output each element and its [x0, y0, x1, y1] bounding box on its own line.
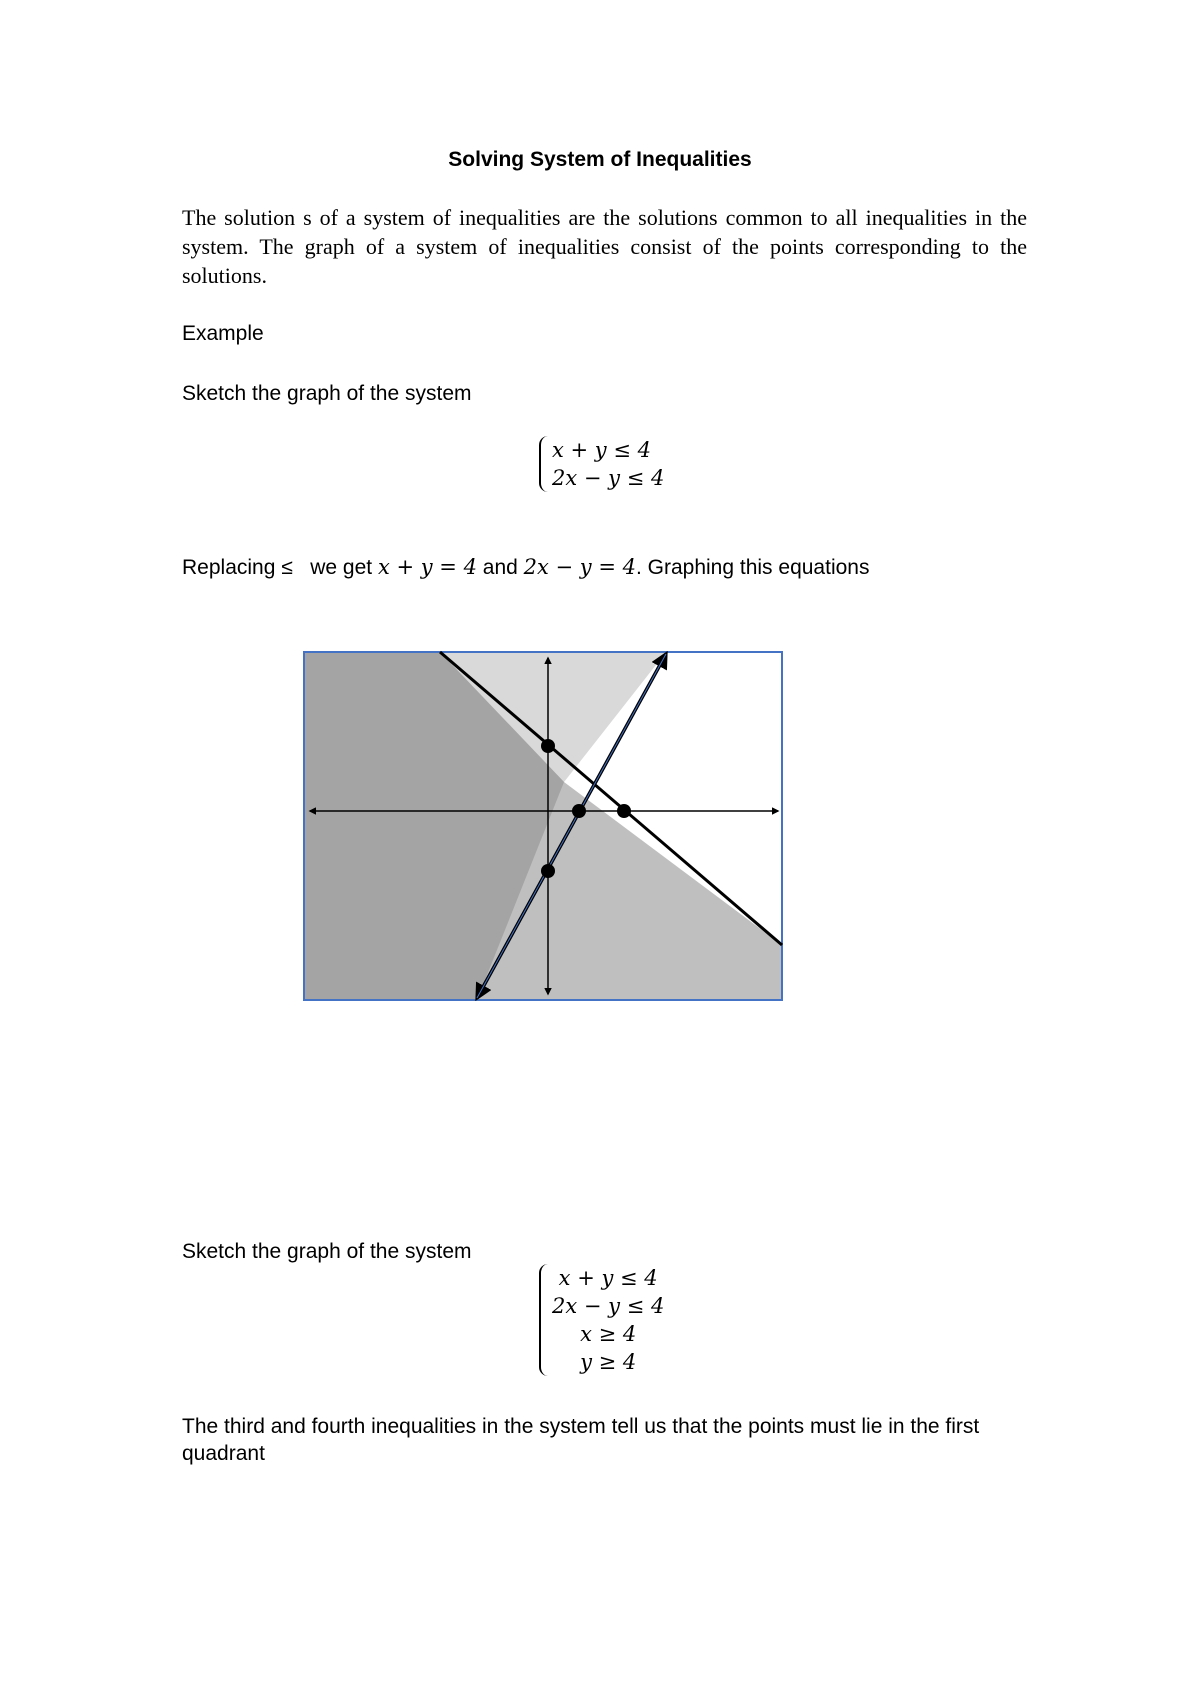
replacing-sentence: [182, 554, 869, 581]
system2-line-2: 2x − y ≤ 4: [552, 1294, 665, 1318]
point-y-intercept-2: [541, 864, 555, 878]
inequality-system-2: [539, 1264, 664, 1376]
inequality-graph: [302, 650, 784, 1002]
point-x-intercept-1: [617, 804, 631, 818]
replacing-suffix: . Graphing this equations: [635, 556, 870, 579]
page-title: Solving System of Inequalities: [448, 148, 752, 171]
point-y-intercept-1: [541, 739, 555, 753]
system-brace-2: [539, 1264, 548, 1376]
point-x-intercept-2: [572, 804, 586, 818]
sketch-label-1: Sketch the graph of the system: [182, 382, 472, 405]
replacing-prefix: Replacing ≤ we get: [182, 556, 378, 579]
inequality-system-1: [539, 436, 664, 492]
system2-line-4: y ≥ 4: [580, 1350, 637, 1374]
equation-2: 2x − y = 4: [523, 555, 636, 579]
sketch-label-2: Sketch the graph of the system: [182, 1240, 472, 1263]
replacing-mid: and: [476, 556, 524, 579]
system1-line-2: 2x − y ≤ 4: [552, 466, 665, 490]
intro-paragraph: The solution s of a system of inequalities are the solutions common to all inequalities in the system. The graph of a system of inequalities consist of the points corresponding to the solutions.: [182, 205, 1027, 288]
equation-1: x + y = 4: [377, 555, 477, 579]
system-brace-1: [539, 436, 548, 492]
example-label: Example: [182, 322, 264, 345]
system2-line-1: x + y ≤ 4: [558, 1266, 658, 1290]
system2-line-3: x ≥ 4: [580, 1322, 637, 1346]
system1-line-1: x + y ≤ 4: [552, 438, 651, 462]
conclusion-paragraph: The third and fourth inequalities in the system tell us that the points must lie in the first quadrant: [182, 1415, 980, 1465]
